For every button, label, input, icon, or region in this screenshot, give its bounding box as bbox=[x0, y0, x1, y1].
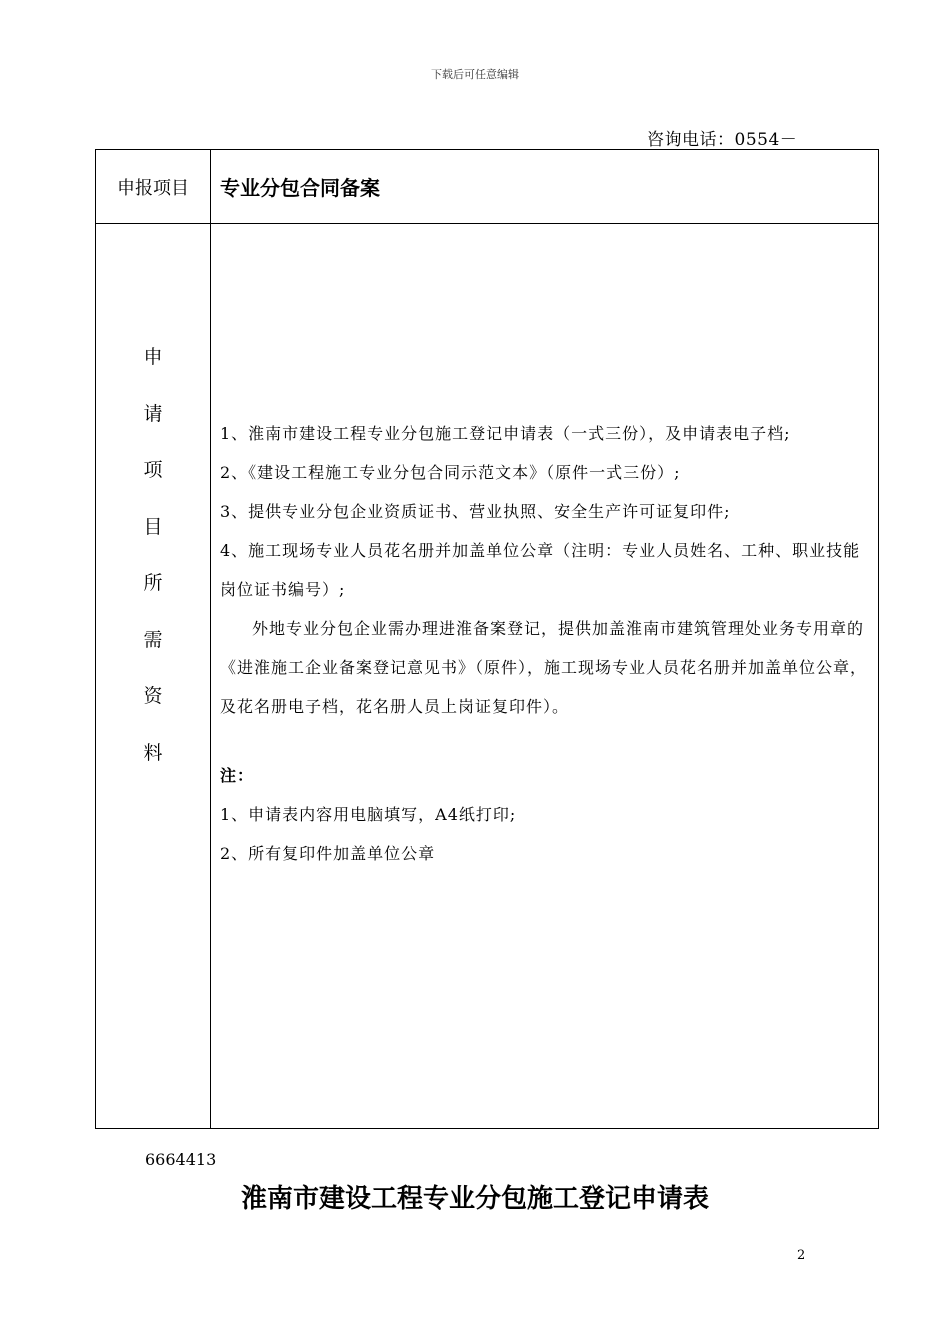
label-char: 所 bbox=[143, 572, 163, 594]
note-item: 1、申请表内容用电脑填写，A4纸打印; bbox=[220, 805, 517, 824]
note-title: 注： bbox=[220, 766, 255, 785]
material-item: 2、《建设工程施工专业分包合同示范文本》（原件一式三份）; bbox=[220, 463, 681, 482]
label-char: 需 bbox=[143, 628, 163, 651]
material-item: 4、施工现场专业人员花名册并加盖单位公章（注明：专业人员姓名、工种、职业技能岗位证书编号）; bbox=[220, 541, 861, 599]
label-char: 资 bbox=[143, 685, 163, 707]
phone-number: 咨询电话：0554－ bbox=[647, 130, 798, 150]
project-value: 专业分包合同备案 bbox=[220, 176, 380, 200]
label-char: 目 bbox=[143, 515, 163, 538]
main-title: 淮南市建设工程专业分包施工登记申请表 bbox=[240, 1184, 709, 1214]
note-item: 2、所有复印件加盖单位公章 bbox=[220, 844, 436, 863]
materials-content bbox=[220, 414, 868, 873]
form-table bbox=[95, 149, 879, 1129]
label-char: 项 bbox=[143, 459, 163, 481]
table-divider-horizontal bbox=[96, 223, 878, 224]
material-item: 3、提供专业分包企业资质证书、营业执照、安全生产许可证复印件; bbox=[220, 502, 731, 521]
material-item: 1、淮南市建设工程专业分包施工登记申请表（一式三份），及申请表电子档; bbox=[220, 424, 791, 443]
label-char: 申 bbox=[143, 346, 163, 368]
outside-company-paragraph: 外地专业分包企业需办理进淮备案登记，提供加盖淮南市建筑管理处业务专用章的《进淮施工企业备案登记意见书》（原件），施工现场专业人员花名册并加盖单位公章，及花名册电子档，花名册人员上岗证复印件）。 bbox=[220, 619, 868, 716]
document-code: 6664413 bbox=[145, 1150, 217, 1169]
materials-label bbox=[96, 340, 210, 792]
page-number: 2 bbox=[797, 1248, 806, 1263]
label-char: 请 bbox=[143, 402, 163, 425]
label-char: 料 bbox=[143, 741, 163, 764]
table-divider-vertical bbox=[210, 150, 211, 1128]
project-label: 申报项目 bbox=[117, 177, 189, 199]
header-note: 下载后可任意编辑 bbox=[431, 68, 519, 81]
